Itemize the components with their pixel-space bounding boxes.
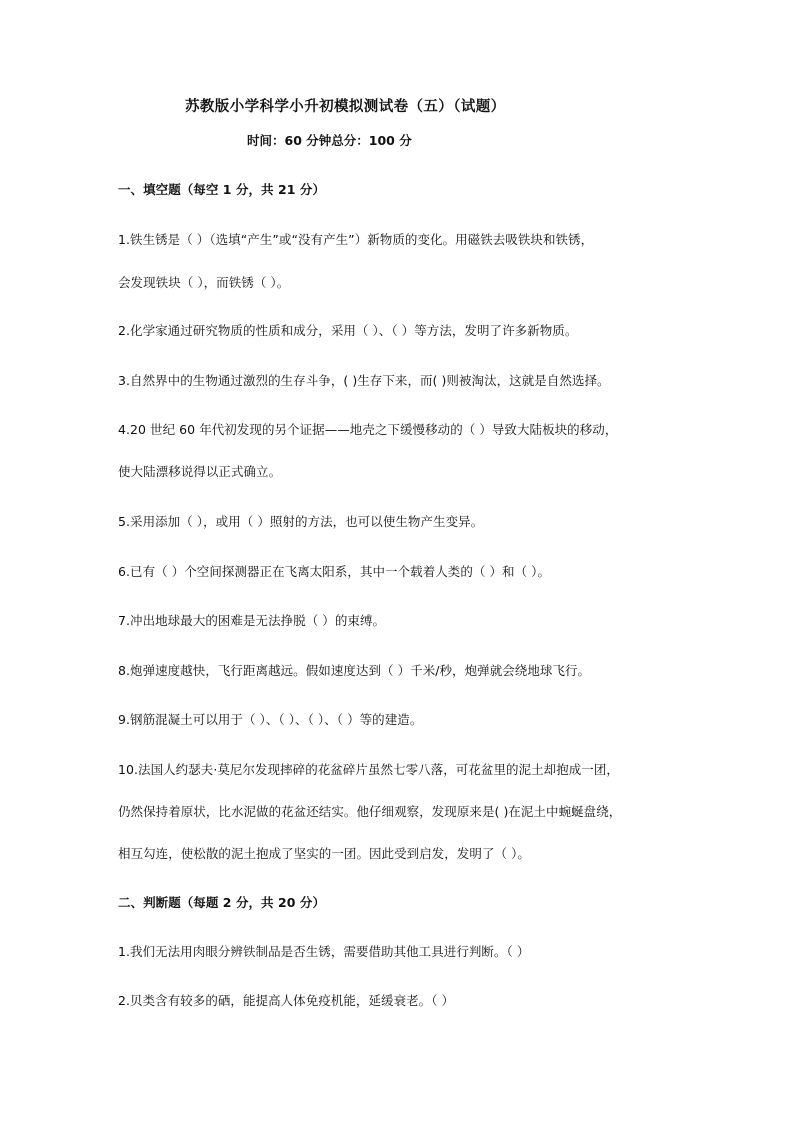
question-line: 9.钢筋混凝土可以用于（ ）、（ ）、（ ）、（ ）等的建造。 xyxy=(118,712,423,727)
question-line: 2.贝类含有较多的硒，能提高人体免疫机能，延缓衰老。（ ） xyxy=(118,993,455,1008)
exam-title: 苏教版小学科学小升初模拟测试卷（五）（试题） xyxy=(185,99,506,115)
section-heading-fill-blank: 一、填空题（每空 1 分，共 21 分） xyxy=(118,182,326,197)
question-line: 4.20 世纪 60 年代初发现的另个证据——地壳之下缓慢移动的（ ）导致大陆板块的移动， xyxy=(118,422,618,437)
exam-time-score: 时间：60 分钟总分：100 分 xyxy=(247,133,412,148)
question-line: 10.法国人约瑟夫·莫尼尔发现摔碎的花盆碎片虽然七零八落，可花盆里的泥土却抱成一团， xyxy=(118,762,619,777)
question-line: 2.化学家通过研究物质的性质和成分，采用（ ）、（ ）等方法，发明了许多新物质。 xyxy=(118,323,578,338)
question-line: 仍然保持着原状，比水泥做的花盆还结实。他仔细观察，发现原来是( )在泥土中蜿蜒盘绕， xyxy=(118,804,622,819)
section-heading-true-false: 二、判断题（每题 2 分，共 20 分） xyxy=(118,895,326,910)
question-line: 3.自然界中的生物通过激烈的生存斗争，( )生存下来，而( )则被淘汰，这就是自然选择。 xyxy=(118,373,610,388)
question-line: 8.炮弹速度越快，飞行距离越远。假如速度达到（ ）千米/秒，炮弹就会绕地球飞行。 xyxy=(118,663,591,678)
question-line: 1.我们无法用肉眼分辨铁制品是否生锈，需要借助其他工具进行判断。（ ） xyxy=(118,944,530,959)
question-line: 5.采用添加（ ），或用（ ）照射的方法，也可以使生物产生变异。 xyxy=(118,514,484,529)
question-line: 7.冲出地球最大的困难是无法挣脱（ ）的束缚。 xyxy=(118,613,386,628)
question-line: 1.铁生锈是（ ）（选填“产生”或“没有产生”）新物质的变化。用磁铁去吸铁块和铁锈， xyxy=(118,232,594,247)
question-line: 相互勾连，使松散的泥土抱成了坚实的一团。因此受到启发，发明了（ ）。 xyxy=(118,846,530,861)
question-line: 使大陆漂移说得以正式确立。 xyxy=(118,464,282,479)
question-line: 6.已有（ ）个空间探测器正在飞离太阳系，其中一个载着人类的（ ）和（ ）。 xyxy=(118,564,550,579)
question-line: 会发现铁块（ ），而铁锈（ ）。 xyxy=(118,275,290,290)
